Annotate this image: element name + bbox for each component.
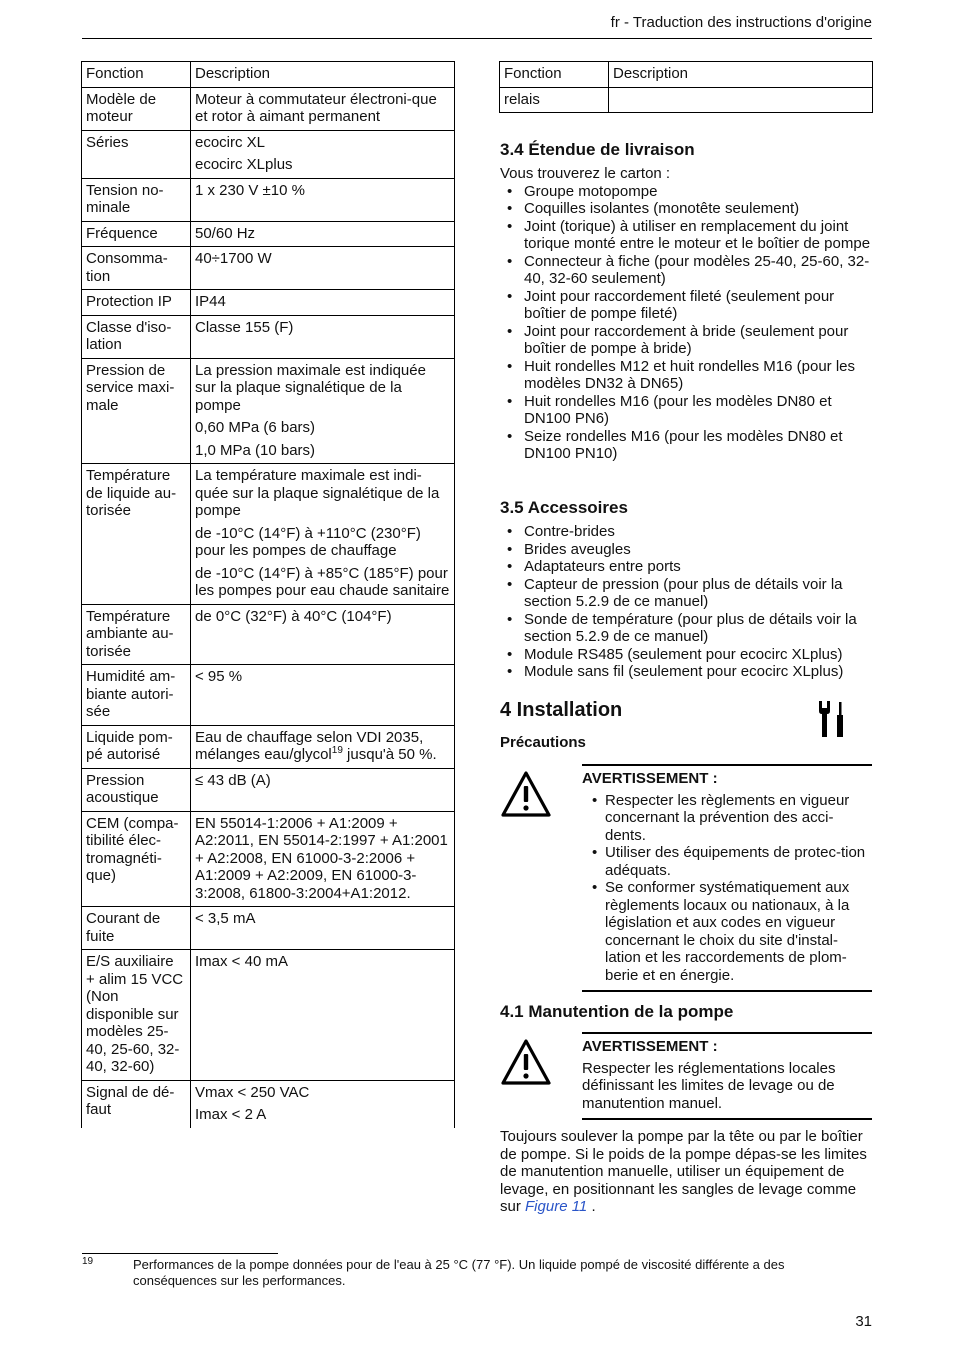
table-row: [82, 178, 455, 221]
description-line: 0,60 MPa (6 bars): [195, 419, 316, 436]
paragraph-end: .: [587, 1198, 596, 1215]
table-row: [82, 907, 455, 950]
cell-fonction: relais: [500, 87, 609, 113]
description-line: Vmax < 250 VAC: [195, 1083, 310, 1101]
cell-fonction: Fréquence: [82, 221, 191, 247]
cell-fonction: Tension no-minale: [82, 178, 191, 221]
cell-fonction: Protection IP: [82, 290, 191, 316]
cell-description: [609, 87, 873, 113]
list-item: • Contre-brides: [500, 523, 874, 541]
description-line: 1,0 MPa (10 bars): [195, 441, 316, 459]
description-line: < 3,5 mA: [195, 910, 256, 927]
description-line: Imax < 40 mA: [195, 953, 288, 970]
column-header-fonction: Fonction: [82, 62, 191, 88]
cell-fonction: Modèle de moteur: [82, 87, 191, 130]
table-row: [82, 811, 455, 907]
description-line: de -10°C (14°F) à +85°C (185°F) pour les pompes pour eau chaude sanitaire: [195, 564, 450, 599]
cell-fonction: Séries: [82, 130, 191, 178]
subheading-precautions: Précautions: [500, 734, 586, 751]
description-text: jusqu'à 50 %.: [342, 746, 437, 763]
list-item: • Joint pour raccordement à bride (seulement pour boîtier de pompe à bride): [500, 323, 874, 358]
section-3-4: [500, 140, 874, 463]
warning-text: Respecter les réglementations locales définissant les limites de levage ou de manutention manuel.: [582, 1059, 836, 1112]
cell-description: [191, 1080, 455, 1128]
cell-description: [191, 247, 455, 290]
cell-description: [191, 290, 455, 316]
spec-table-continued: [499, 61, 873, 113]
cell-description: [191, 221, 455, 247]
spec-table: [81, 61, 455, 1128]
list-item: • Brides aveugles: [500, 541, 874, 559]
list-item: • Huit rondelles M12 et huit rondelles M16 (pour les modèles DN32 à DN65): [500, 358, 874, 393]
warning-block-2: [500, 1032, 872, 1122]
section-4-1: [500, 1002, 874, 1022]
warning-triangle-icon: [500, 770, 552, 818]
description-line: 50/60 Hz: [195, 224, 256, 242]
cell-description: [191, 87, 455, 130]
chapter-title-installation: 4 Installation: [500, 699, 623, 721]
cell-fonction: Signal de dé-faut: [82, 1080, 191, 1128]
footnote-number: 19: [82, 1256, 94, 1267]
list-item: • Seize rondelles M16 (pour les modèles DN80 et DN100 PN10): [500, 428, 874, 463]
cell-description: [191, 725, 455, 768]
cell-description: [191, 315, 455, 358]
table-row: [82, 1080, 455, 1128]
cell-fonction: Classe d'iso-lation: [82, 315, 191, 358]
list-item: • Utiliser des équipements de protec-tion adéquats.: [582, 844, 872, 879]
cell-fonction: Température de liquide au-torisée: [82, 464, 191, 605]
table-row: [82, 221, 455, 247]
table-header-row: [500, 62, 873, 88]
table-row: [82, 725, 455, 768]
description-line: [195, 729, 450, 764]
description-line: La pression maximale est indiquée sur la plaque signalétique de la pompe: [195, 361, 426, 414]
section-3-5: [500, 498, 874, 681]
table-row: [82, 464, 455, 605]
table-row: [82, 358, 455, 464]
warning-list: [582, 792, 872, 985]
warning-triangle-icon: [500, 1038, 552, 1086]
section-title-3-5: 3.5 Accessoires: [500, 498, 628, 517]
cell-description: [191, 178, 455, 221]
cell-fonction: Pression acoustique: [82, 768, 191, 811]
list-item: • Connecteur à fiche (pour modèles 25-40, 25-60, 32-40, 32-60 seulement): [500, 253, 874, 288]
table-row: [82, 247, 455, 290]
accessories-list: [500, 523, 874, 681]
description-line: ≤ 43 dB (A): [195, 771, 271, 789]
list-item: • Joint (torique) à utiliser en remplacement du joint torique monté entre le moteur et le boîtier de pompe: [500, 218, 874, 253]
description-line: IP44: [195, 293, 226, 310]
figure-link[interactable]: Figure 11: [525, 1198, 588, 1215]
table-header-row: [82, 62, 455, 88]
warning-box-2: [582, 1032, 872, 1120]
cell-fonction: E/S auxiliaire + alim 15 VCC (Non disponible sur modèles 25-40, 25-60, 32-40, 32-60): [82, 950, 191, 1081]
description-line: < 95 %: [195, 668, 243, 685]
description-line: Imax < 2 A: [195, 1106, 267, 1123]
running-header: fr - Traduction des instructions d'origine: [610, 14, 872, 31]
footnote-text: Performances de la pompe données pour de l'eau à 25 °C (77 °F). Un liquide pompé de viscosité différente a des conséquences sur les performances.: [133, 1257, 785, 1288]
paragraph-text: Toujours soulever la pompe par la tête ou par le boîtier de pompe. Si le poids de la pompe dépas-se les limites de manutention manuelle, utiliser un équipement de levage, en positionnant les sangles de levage comme sur: [500, 1128, 867, 1215]
list-item: • Module RS485 (seulement pour ecocirc XLplus): [500, 646, 874, 664]
footnote-rule: [82, 1253, 278, 1254]
description-line: de -10°C (14°F) à +110°C (230°F) pour les pompes de chauffage: [195, 524, 421, 559]
table-row: [82, 87, 455, 130]
warning-title: AVERTISSEMENT :: [582, 770, 718, 787]
list-item: • Groupe motopompe: [500, 183, 874, 201]
description-line: Classe 155 (F): [195, 318, 294, 336]
description-line: EN 55014-1:2006 + A1:2009 + A2:2011, EN 55014-2:1997 + A1:2001 + A2:2008, EN 61000-3-2:2006 + A1:2009 + A2:2009, EN 61000-3-3:2008, 61800-3:2004+A1:2012.: [195, 814, 448, 902]
description-line: 1 x 230 V ±10 %: [195, 181, 305, 199]
description-line: de 0°C (32°F) à 40°C (104°F): [195, 607, 392, 625]
warning-box-1: [582, 764, 872, 992]
list-item: • Se conformer systématiquement aux règlements locaux ou nationaux, à la législation et aux codes en vigueur concernant le choix du site d'instal-lation et les raccordements de plom-berie et en énergie.: [582, 879, 872, 984]
delivery-list: [500, 183, 874, 463]
table-row: [82, 604, 455, 665]
tools-icon: [818, 700, 848, 738]
column-header-description: Description: [609, 62, 873, 88]
description-line: Moteur à commutateur électroni-que et rotor à aimant permanent: [195, 90, 437, 125]
section-title-4-1: 4.1 Manutention de la pompe: [500, 1002, 734, 1021]
list-item: • Capteur de pression (pour plus de détails voir la section 5.2.9 de ce manuel): [500, 576, 874, 611]
column-header-description: Description: [191, 62, 455, 88]
description-text: Eau de chauffage selon VDI 2035, mélanges eau/glycol: [195, 728, 424, 763]
cell-fonction: Courant de fuite: [82, 907, 191, 950]
footnote-ref: 19: [331, 745, 343, 756]
page-number: 31: [855, 1313, 872, 1330]
table-row: [82, 665, 455, 726]
list-item: • Respecter les règlements en vigueur concernant la prévention des acci-dents.: [582, 792, 872, 845]
warning-block-1: [500, 764, 872, 992]
spec-table-body: [82, 87, 455, 1128]
cell-description: [191, 604, 455, 665]
list-item: • Huit rondelles M16 (pour les modèles DN80 et DN100 PN6): [500, 393, 874, 428]
cell-description: [191, 950, 455, 1081]
header-rule: [82, 38, 872, 39]
cell-fonction: Liquide pom-pé autorisé: [82, 725, 191, 768]
description-line: 40÷1700 W: [195, 250, 272, 267]
description-line: La température maximale est indi-quée sur la plaque signalétique de la pompe: [195, 467, 440, 519]
cell-description: [191, 358, 455, 464]
cell-description: [191, 464, 455, 605]
cell-fonction: CEM (compa-tibilité élec-tromagnéti-que): [82, 811, 191, 907]
table-row: [82, 290, 455, 316]
list-item: • Joint pour raccordement fileté (seulement pour boîtier de pompe fileté): [500, 288, 874, 323]
section-intro: Vous trouverez le carton :: [500, 165, 671, 182]
section-title-3-4: 3.4 Étendue de livraison: [500, 140, 695, 159]
warning-title: AVERTISSEMENT :: [582, 1038, 718, 1055]
list-item: • Adaptateurs entre ports: [500, 558, 874, 576]
cell-fonction: Humidité am-biante autori-sée: [82, 665, 191, 726]
cell-fonction: Température ambiante au-torisée: [82, 604, 191, 665]
table-row: [82, 768, 455, 811]
list-item: • Module sans fil (seulement pour ecocirc XLplus): [500, 663, 874, 681]
list-item: • Sonde de température (pour plus de détails voir la section 5.2.9 de ce manuel): [500, 611, 874, 646]
handling-paragraph: [500, 1128, 872, 1216]
cell-description: [191, 907, 455, 950]
table-row: [82, 130, 455, 178]
list-item: • Coquilles isolantes (monotête seulement): [500, 200, 874, 218]
cell-description: [191, 811, 455, 907]
cell-fonction: Pression de service maxi-male: [82, 358, 191, 464]
table-row: [500, 87, 873, 113]
cell-description: [191, 768, 455, 811]
column-header-fonction: Fonction: [500, 62, 609, 88]
cell-description: [191, 665, 455, 726]
cell-description: [191, 130, 455, 178]
table-row: [82, 950, 455, 1081]
table-row: [82, 315, 455, 358]
cell-fonction: Consomma-tion: [82, 247, 191, 290]
description-line: ecocirc XLplus: [195, 156, 293, 173]
description-line: ecocirc XL: [195, 133, 266, 151]
